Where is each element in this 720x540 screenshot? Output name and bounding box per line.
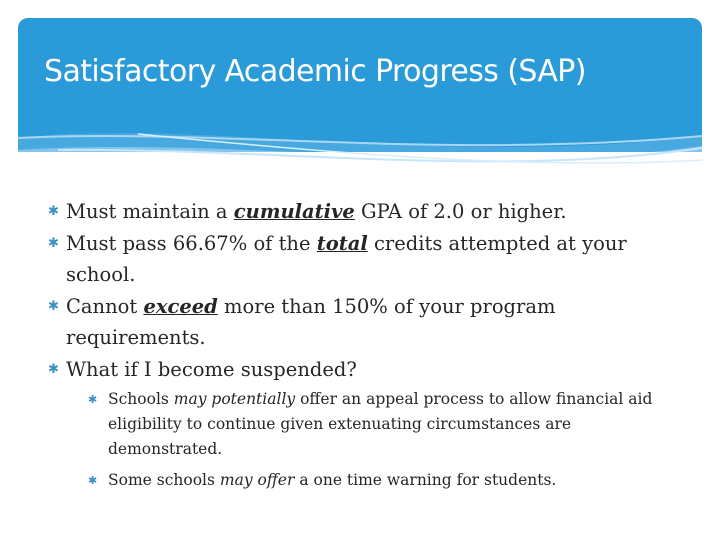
wave-swoosh-decoration [18, 130, 702, 190]
italic-text: may offer [219, 471, 295, 489]
slide-title: Satisfactory Academic Progress (SAP) [44, 54, 586, 89]
bullet-text: Must maintain a [66, 200, 234, 223]
bullet-item-suspended [48, 354, 688, 494]
italic-text: may potentially [173, 390, 296, 408]
slide-body [48, 196, 688, 499]
bullet-item-max-timeframe [48, 291, 688, 354]
bullet-item-gpa [48, 196, 688, 228]
sub-bullet-warning [88, 468, 688, 493]
sub-bullet-text: Some schools [108, 471, 220, 489]
sub-bullet-text: Schools [108, 390, 174, 408]
bullet-text: credits attempted at your school. [66, 231, 627, 286]
bullet-text: What if I become suspended? [66, 357, 357, 381]
bullet-item-credits [48, 228, 688, 291]
bullet-text: Cannot [66, 294, 144, 318]
sub-bullet-appeal [88, 387, 688, 462]
bullet-text: Must pass 66.67% of the [66, 231, 317, 255]
sub-bullet-list [66, 387, 688, 493]
asterisk-bullet-icon: ✱ [48, 204, 59, 219]
asterisk-bullet-icon: ✱ [48, 298, 59, 314]
sub-bullet-text: offer an appeal process to allow financial aid eligibility to continue given extenuating circumstances are demonstrated. [108, 390, 653, 458]
emphasis-text: cumulative [233, 200, 355, 223]
bullet-text: more than 150% of your program requirements. [66, 294, 556, 349]
emphasis-text: total [316, 231, 368, 255]
bullet-list [48, 196, 688, 493]
asterisk-bullet-icon: ✱ [88, 393, 98, 406]
asterisk-bullet-icon: ✱ [88, 474, 98, 487]
bullet-text: GPA of 2.0 or higher. [354, 200, 567, 223]
emphasis-text: exceed [143, 294, 218, 318]
asterisk-bullet-icon: ✱ [48, 361, 59, 377]
sub-bullet-text: a one time warning for students. [294, 471, 557, 489]
asterisk-bullet-icon: ✱ [48, 235, 59, 251]
